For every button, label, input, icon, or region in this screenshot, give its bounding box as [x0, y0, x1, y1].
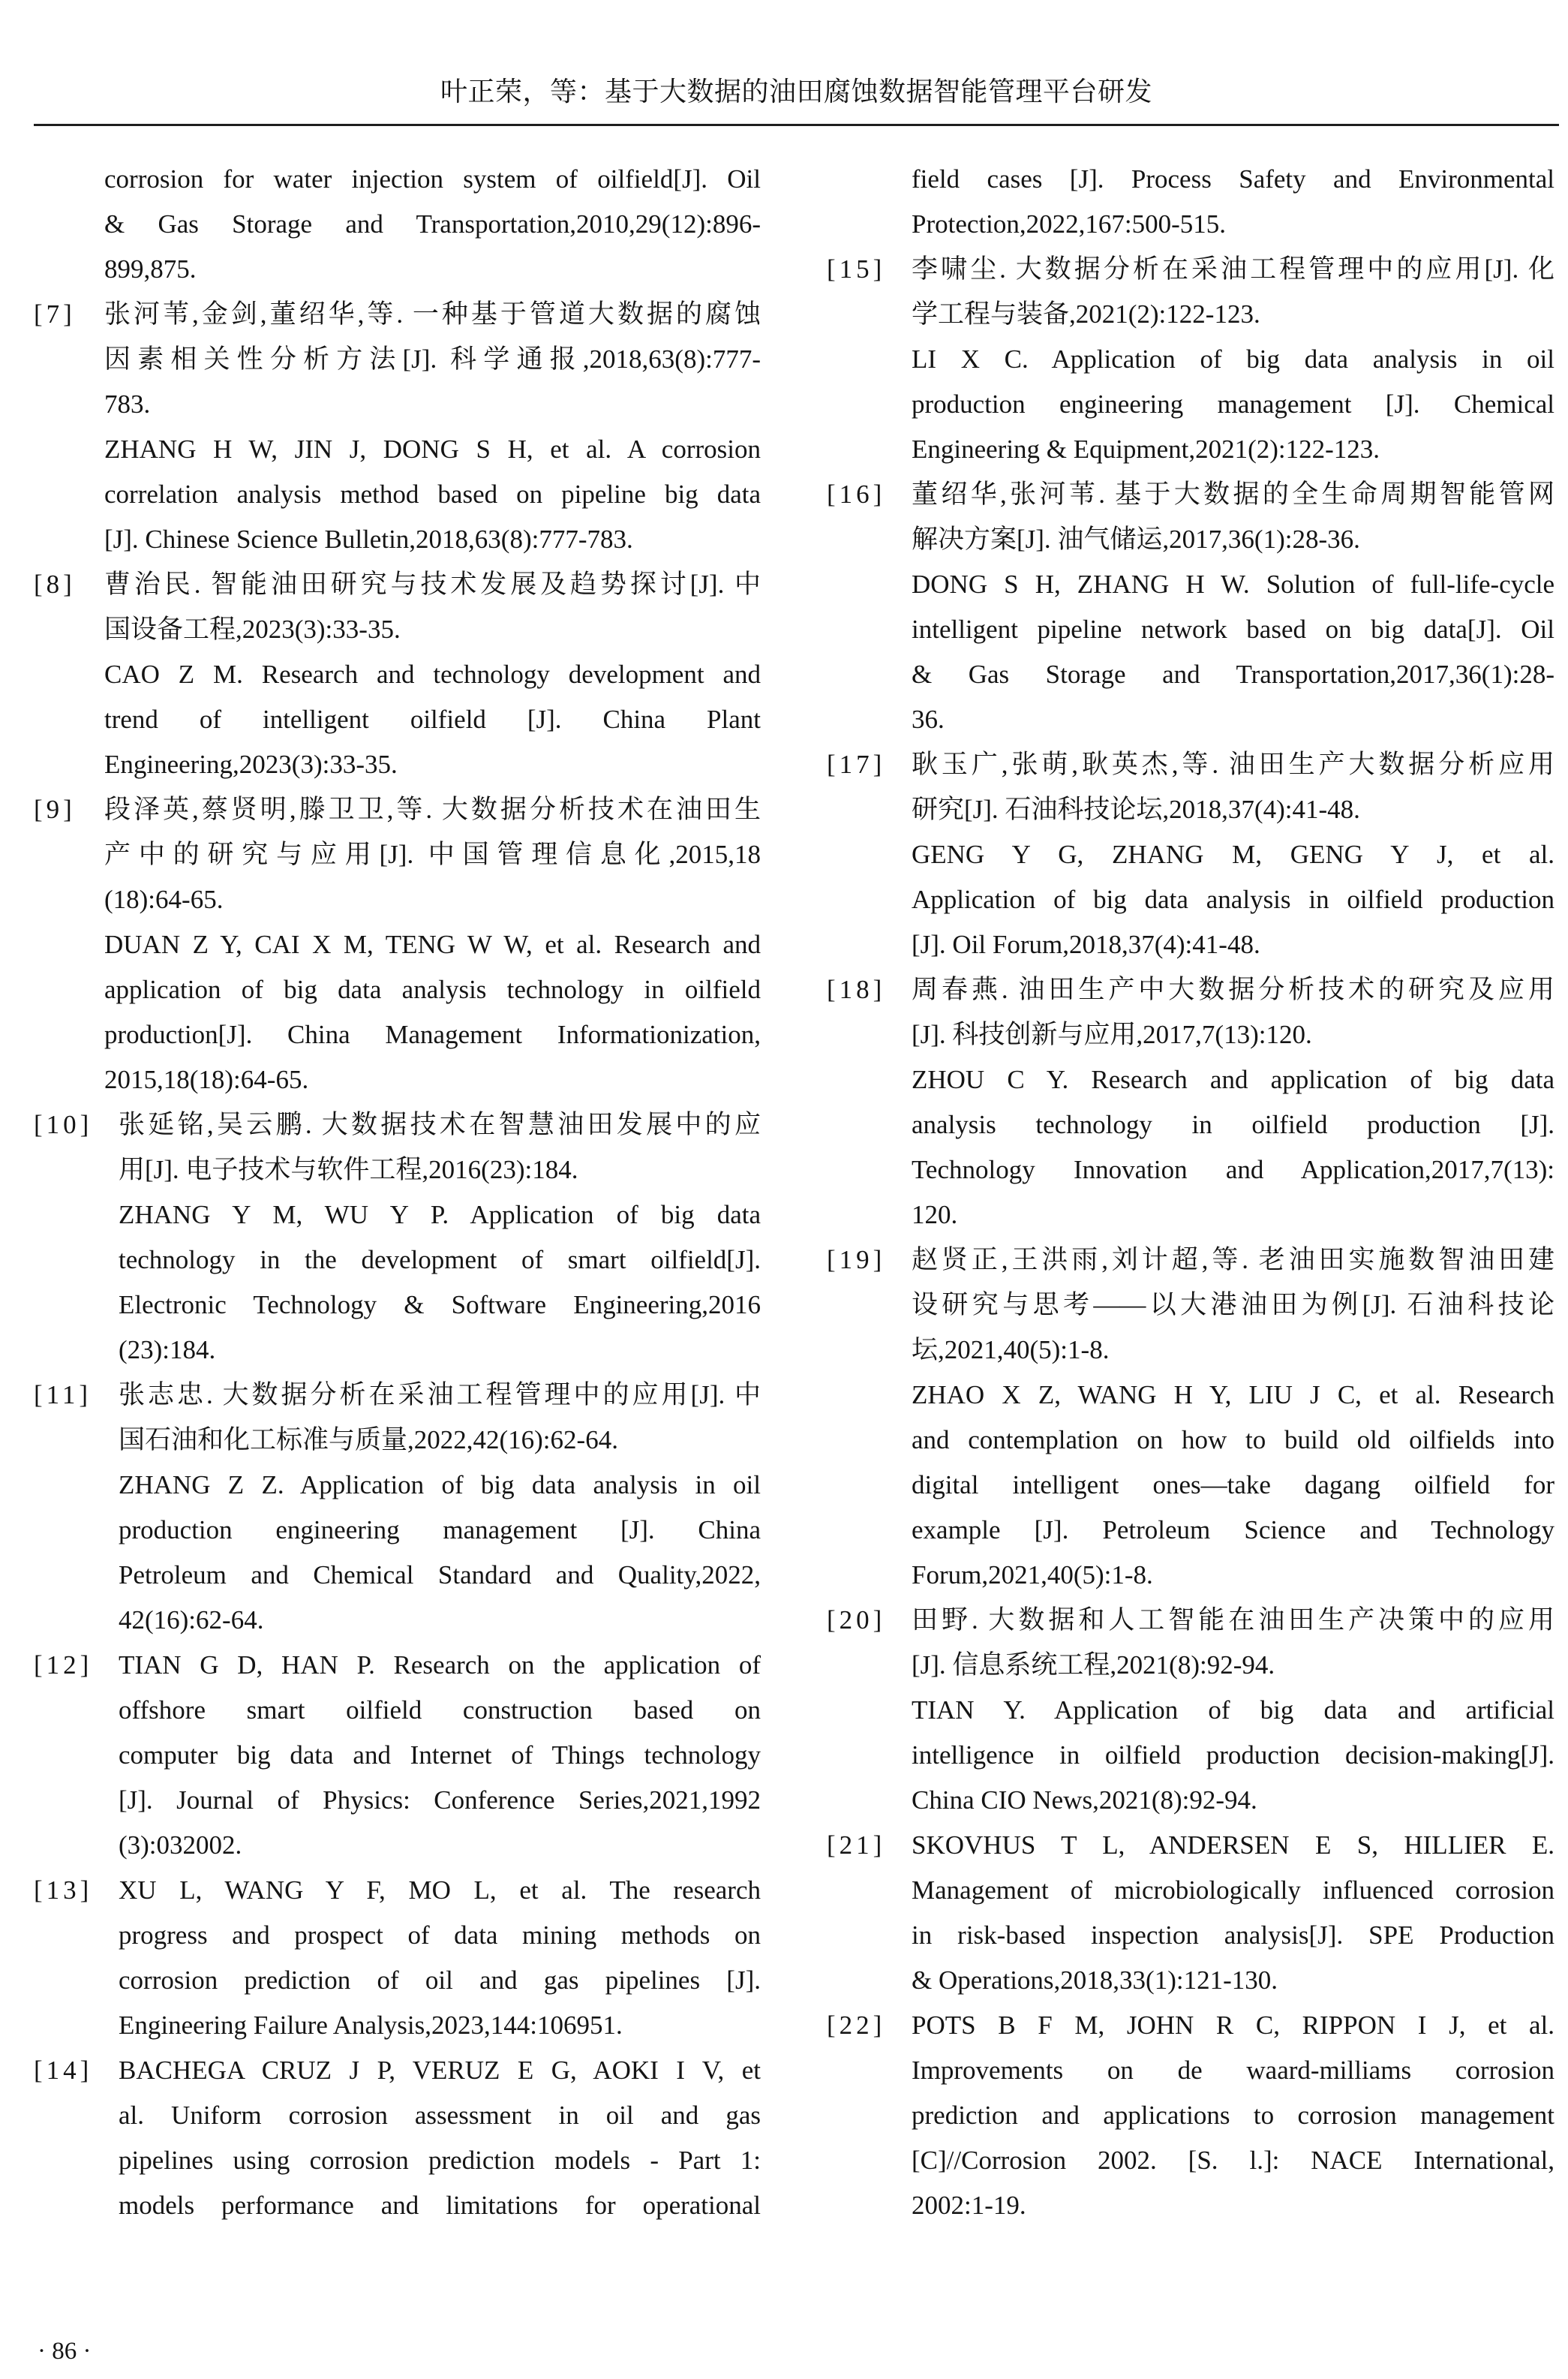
reference-line: 用[J]. 电子技术与软件工程,2016(23):184. [119, 1155, 578, 1184]
reference-line: digital intelligent ones—take dagang oilfield for [912, 1470, 1554, 1499]
reference-line: intelligence in oilfield production decision-making[J]. [912, 1740, 1554, 1770]
reference-line: and contemplation on how to build old oilfields into [912, 1425, 1554, 1454]
reference-line: POTS B F M, JOHN R C, RIPPON I J, et al. [912, 2011, 1554, 2040]
reference-line: offshore smart oilfield construction based on [119, 1695, 761, 1725]
reference-entry [34, 1373, 761, 1643]
reference-line: 120. [912, 1200, 958, 1229]
reference-paragraph [912, 967, 1554, 1057]
header-rule [34, 124, 1559, 126]
reference-paragraph [912, 472, 1554, 562]
reference-entry-continued [34, 157, 761, 292]
reference-paragraph [912, 1598, 1554, 1688]
reference-body [912, 472, 1554, 742]
reference-body [119, 1643, 761, 1868]
reference-line: TIAN G D, HAN P. Research on the application of [119, 1650, 761, 1680]
reference-line: [J]. 信息系统工程,2021(8):92-94. [912, 1650, 1275, 1680]
reference-paragraph [119, 1102, 761, 1193]
reference-body [104, 562, 761, 787]
reference-entry [827, 2003, 1554, 2228]
reference-line: technology in the development of smart oilfield[J]. [119, 1245, 761, 1274]
reference-line: Engineering,2023(3):33-35. [104, 750, 398, 779]
reference-line: 坛,2021,40(5):1-8. [912, 1335, 1110, 1364]
reference-line: XU L, WANG Y F, MO L, et al. The research [119, 1875, 761, 1905]
reference-line: ZHANG Z Z. Application of big data analysis in oil [119, 1470, 761, 1499]
reference-line: trend of intelligent oilfield [J]. China Plant [104, 705, 761, 734]
reference-line: 2002:1-19. [912, 2191, 1026, 2220]
reference-line: 42(16):62-64. [119, 1605, 264, 1635]
reference-body [912, 967, 1554, 1238]
reference-line: [J]. Chinese Science Bulletin,2018,63(8):777-783. [104, 525, 633, 554]
reference-line: 耿玉广,张萌,耿英杰,等. 油田生产大数据分析应用 [912, 750, 1554, 779]
reference-line: [J]. Journal of Physics: Conference Series,2021,1992 [119, 1785, 761, 1815]
reference-body [912, 247, 1554, 472]
reference-line: intelligent pipeline network based on big data[J]. Oil [912, 615, 1554, 644]
reference-paragraph [912, 1688, 1554, 1823]
reference-line: field cases [J]. Process Safety and Environmental [912, 164, 1554, 194]
reference-body [912, 2003, 1554, 2228]
reference-paragraph [119, 1193, 761, 1373]
reference-line: corrosion prediction of oil and gas pipelines [J]. [119, 1965, 761, 1995]
reference-number: [10] [34, 1110, 93, 1139]
reference-entry [34, 1868, 761, 2048]
reference-paragraph [912, 2003, 1554, 2228]
reference-paragraph [119, 1643, 761, 1868]
reference-body [912, 1823, 1554, 2003]
reference-line: [J]. Oil Forum,2018,37(4):41-48. [912, 930, 1260, 959]
reference-number: [13] [34, 1875, 93, 1905]
reference-paragraph [119, 1373, 761, 1463]
reference-line: 张延铭,吴云鹏. 大数据技术在智慧油田发展中的应 [119, 1110, 761, 1139]
reference-entry [827, 1598, 1554, 1823]
reference-number: [16] [827, 480, 886, 509]
reference-line: 段泽英,蔡贤明,滕卫卫,等. 大数据分析技术在油田生 [104, 795, 761, 824]
reference-entry [34, 292, 761, 562]
reference-number: [21] [827, 1830, 886, 1860]
reference-paragraph [912, 832, 1554, 967]
reference-number: [14] [34, 2056, 93, 2085]
reference-line: example [J]. Petroleum Science and Technology [912, 1515, 1554, 1544]
reference-paragraph [912, 247, 1554, 337]
reference-line: production engineering management [J]. China [119, 1515, 761, 1544]
reference-line: & Gas Storage and Transportation,2017,36(1):28- [912, 660, 1554, 689]
reference-line: prediction and applications to corrosion management [912, 2101, 1554, 2130]
reference-line: 899,875. [104, 254, 197, 284]
reference-number: [15] [827, 254, 886, 284]
reference-entry [827, 1823, 1554, 2003]
reference-line: correlation analysis method based on pipeline big data [104, 480, 761, 509]
reference-line: ZHOU C Y. Research and application of big data [912, 1065, 1554, 1094]
reference-paragraph [104, 652, 761, 787]
reference-number: [22] [827, 2011, 886, 2040]
reference-line: SKOVHUS T L, ANDERSEN E S, HILLIER E. [912, 1830, 1554, 1860]
reference-line: Application of big data analysis in oilfield production [912, 885, 1554, 914]
reference-line: 36. [912, 705, 945, 734]
reference-line: [C]//Corrosion 2002. [S. l.]: NACE International, [912, 2146, 1554, 2175]
reference-entry [34, 562, 761, 787]
reference-paragraph [119, 1868, 761, 2048]
reference-entry [827, 967, 1554, 1238]
reference-line: LI X C. Application of big data analysis in oil [912, 344, 1554, 374]
reference-paragraph [912, 562, 1554, 742]
reference-line: al. Uniform corrosion assessment in oil and gas [119, 2101, 761, 2130]
reference-line: ZHAO X Z, WANG H Y, LIU J C, et al. Research [912, 1380, 1554, 1409]
reference-line: 783. [104, 389, 151, 419]
reference-line: 研究[J]. 石油科技论坛,2018,37(4):41-48. [912, 795, 1360, 824]
reference-line: DONG S H, ZHANG H W. Solution of full-life-cycle [912, 570, 1554, 599]
reference-line: Technology Innovation and Application,2017,7(13): [912, 1155, 1554, 1184]
reference-line: computer big data and Internet of Things technology [119, 1740, 761, 1770]
reference-line: BACHEGA CRUZ J P, VERUZ E G, AOKI I V, et [119, 2056, 761, 2085]
reference-number: [11] [34, 1380, 92, 1409]
reference-line: progress and prospect of data mining methods on [119, 1920, 761, 1950]
reference-line: DUAN Z Y, CAI X M, TENG W W, et al. Research and [104, 930, 761, 959]
reference-entry [827, 472, 1554, 742]
reference-line: 张志忠. 大数据分析在采油工程管理中的应用[J]. 中 [119, 1380, 761, 1409]
reference-body [119, 1102, 761, 1373]
reference-paragraph [104, 427, 761, 562]
reference-line: & Operations,2018,33(1):121-130. [912, 1965, 1278, 1995]
reference-line: Management of microbiologically influenced corrosion [912, 1875, 1554, 1905]
reference-entry [827, 247, 1554, 472]
reference-line: in risk-based inspection analysis[J]. SPE Production [912, 1920, 1554, 1950]
reference-line: & Gas Storage and Transportation,2010,29(12):896- [104, 209, 761, 239]
reference-line: Electronic Technology & Software Engineering,2016 [119, 1290, 761, 1319]
reference-number: [8] [34, 570, 76, 599]
reference-line: 设研究与思考——以大港油田为例[J]. 石油科技论 [912, 1290, 1554, 1319]
reference-body [104, 787, 761, 1102]
reference-line: Petroleum and Chemical Standard and Quality,2022, [119, 1560, 761, 1590]
reference-line: 解决方案[J]. 油气储运,2017,36(1):28-36. [912, 525, 1360, 554]
reference-paragraph [912, 1238, 1554, 1373]
reference-line: Protection,2022,167:500-515. [912, 209, 1226, 239]
reference-number: [20] [827, 1605, 886, 1635]
reference-body [119, 1868, 761, 2048]
running-header: 叶正荣，等：基于大数据的油田腐蚀数据智能管理平台研发 [440, 77, 1152, 107]
reference-number: [12] [34, 1650, 93, 1680]
reference-body [104, 157, 761, 292]
reference-line: Forum,2021,40(5):1-8. [912, 1560, 1153, 1590]
reference-paragraph [104, 157, 761, 292]
reference-line: ZHANG H W, JIN J, DONG S H, et al. A corrosion [104, 435, 761, 464]
reference-paragraph [104, 787, 761, 922]
reference-body [912, 1238, 1554, 1598]
reference-line: 因素相关性分析方法[J]. 科学通报,2018,63(8):777- [104, 344, 761, 374]
reference-body [912, 1598, 1554, 1823]
reference-line: [J]. 科技创新与应用,2017,7(13):120. [912, 1020, 1312, 1049]
reference-number: [18] [827, 975, 886, 1004]
reference-line: 国设备工程,2023(3):33-35. [104, 615, 401, 644]
reference-body [104, 292, 761, 562]
reference-line: 学工程与装备,2021(2):122-123. [912, 299, 1260, 329]
reference-paragraph [119, 1463, 761, 1643]
reference-line: application of big data analysis technology in oilfield [104, 975, 761, 1004]
reference-paragraph [104, 292, 761, 427]
reference-entry [34, 1102, 761, 1373]
reference-paragraph [912, 1373, 1554, 1598]
reference-line: Engineering & Equipment,2021(2):122-123. [912, 435, 1380, 464]
reference-line: 产中的研究与应用[J]. 中国管理信息化,2015,18 [104, 840, 761, 869]
reference-paragraph [912, 1823, 1554, 2003]
reference-entry [827, 1238, 1554, 1598]
reference-line: 李啸尘. 大数据分析在采油工程管理中的应用[J]. 化 [912, 254, 1554, 284]
reference-line: Engineering Failure Analysis,2023,144:106951. [119, 2011, 623, 2040]
reference-line: 2015,18(18):64-65. [104, 1065, 309, 1094]
reference-line: Improvements on de waard-milliams corrosion [912, 2056, 1554, 2085]
reference-line: (18):64-65. [104, 885, 224, 914]
reference-entry [827, 742, 1554, 967]
reference-line: TIAN Y. Application of big data and artificial [912, 1695, 1554, 1725]
reference-number: [9] [34, 795, 76, 824]
reference-line: corrosion for water injection system of oilfield[J]. Oil [104, 164, 761, 194]
reference-paragraph [912, 157, 1554, 247]
reference-line: 曹治民. 智能油田研究与技术发展及趋势探讨[J]. 中 [104, 570, 761, 599]
reference-line: ZHANG Y M, WU Y P. Application of big data [119, 1200, 761, 1229]
reference-line: production engineering management [J]. Chemical [912, 389, 1554, 419]
reference-line: GENG Y G, ZHANG M, GENG Y J, et al. [912, 840, 1554, 869]
reference-paragraph [104, 562, 761, 652]
reference-number: [7] [34, 299, 76, 329]
reference-entry [34, 2048, 761, 2228]
reference-paragraph [912, 1057, 1554, 1238]
reference-body [119, 1373, 761, 1643]
reference-line: (23):184. [119, 1335, 216, 1364]
reference-line: 国石油和化工标准与质量,2022,42(16):62-64. [119, 1425, 618, 1454]
reference-paragraph [119, 2048, 761, 2228]
reference-paragraph [104, 922, 761, 1102]
reference-entry [34, 787, 761, 1102]
reference-line: production[J]. China Management Informationization, [104, 1020, 761, 1049]
reference-line: pipelines using corrosion prediction models - Part 1: [119, 2146, 761, 2175]
reference-entry [34, 1643, 761, 1868]
reference-line: 董绍华,张河苇. 基于大数据的全生命周期智能管网 [912, 480, 1554, 509]
reference-number: [17] [827, 750, 886, 779]
reference-line: CAO Z M. Research and technology development and [104, 660, 761, 689]
reference-body [119, 2048, 761, 2228]
reference-line: 田野. 大数据和人工智能在油田生产决策中的应用 [912, 1605, 1554, 1635]
reference-paragraph [912, 742, 1554, 832]
reference-body [912, 742, 1554, 967]
page-number: · 86 · [38, 2338, 92, 2365]
reference-line: China CIO News,2021(8):92-94. [912, 1785, 1257, 1815]
reference-column-right [827, 157, 1554, 2228]
reference-entry-continued [827, 157, 1554, 247]
reference-line: 赵贤正,王洪雨,刘计超,等. 老油田实施数智油田建 [912, 1245, 1554, 1274]
reference-line: (3):032002. [119, 1830, 242, 1860]
reference-line: 周春燕. 油田生产中大数据分析技术的研究及应用 [912, 975, 1554, 1004]
reference-column-left [34, 157, 761, 2228]
reference-line: models performance and limitations for operational [119, 2191, 761, 2220]
reference-body [912, 157, 1554, 247]
reference-number: [19] [827, 1245, 886, 1274]
reference-line: 张河苇,金剑,董绍华,等. 一种基于管道大数据的腐蚀 [104, 299, 761, 329]
reference-line: analysis technology in oilfield production [J]. [912, 1110, 1554, 1139]
reference-paragraph [912, 337, 1554, 472]
